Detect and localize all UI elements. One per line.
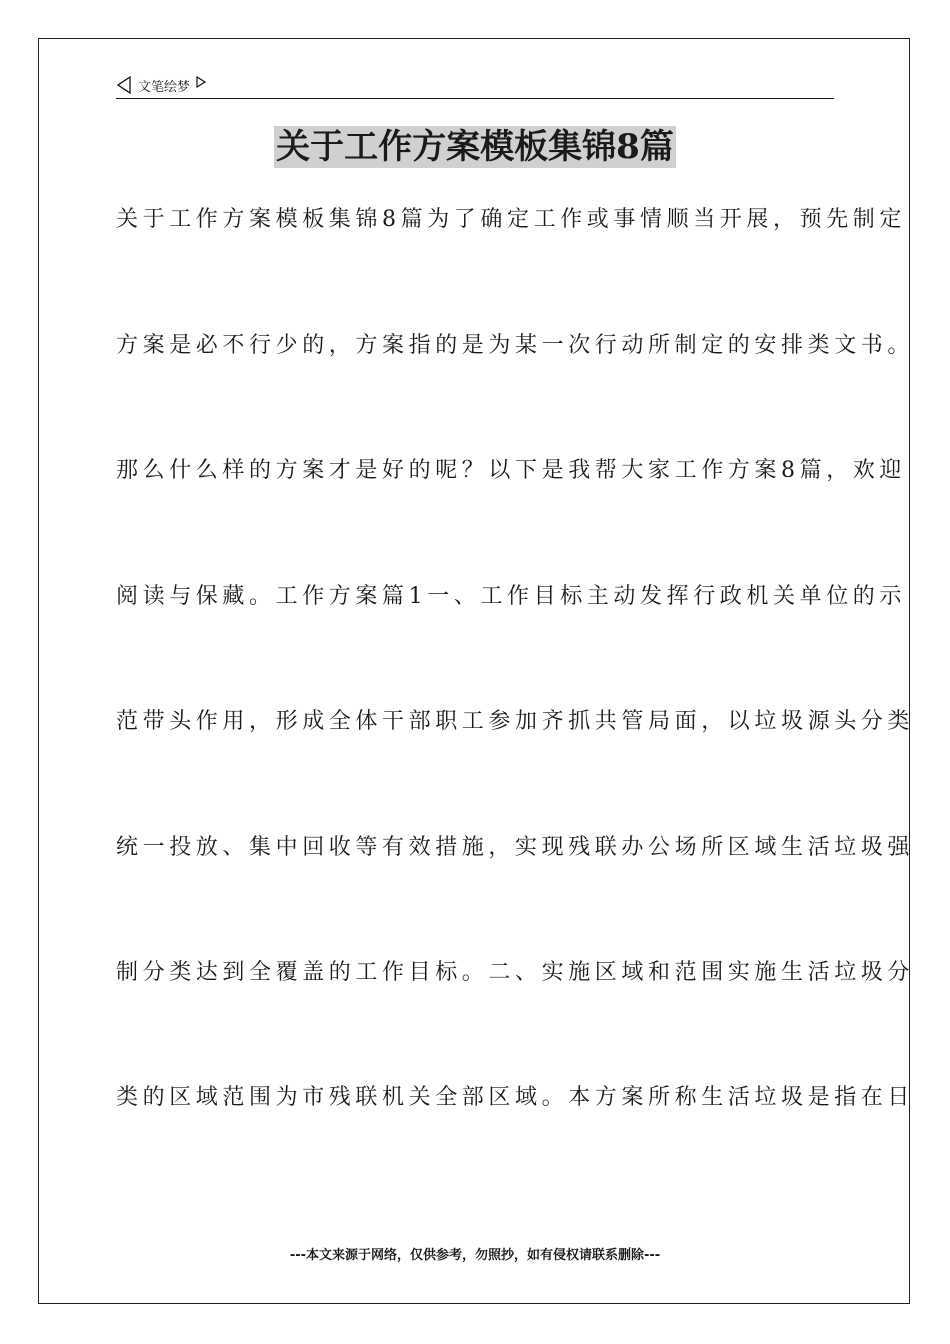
body-line: 那么什么样的方案才是好的呢？以下是我帮大家工作方案8篇，欢迎	[116, 458, 906, 483]
page-header	[116, 72, 834, 99]
title-wrap	[0, 126, 950, 168]
body-line: 方案是必不行少的，方案指的是为某一次行动所制定的安排类文书。	[116, 333, 915, 358]
footer-disclaimer: ---本文来源于网络，仅供参考，勿照抄，如有侵权请联系删除---	[289, 1248, 661, 1263]
triangle-left-icon	[116, 76, 132, 94]
body-line: 统一投放、集中回收等有效措施，实现残联办公场所区域生活垃圾强	[116, 835, 915, 860]
body-line: 制分类达到全覆盖的工作目标。二、实施区域和范围实施生活垃圾分	[116, 960, 915, 985]
header-label: 文笔绘梦	[138, 79, 191, 95]
body-line: 阅读与保藏。工作方案篇1一、工作目标主动发挥行政机关单位的示	[116, 584, 906, 609]
body-line: 范带头作用，形成全体干部职工参加齐抓共管局面，以垃圾源头分类	[116, 709, 915, 734]
body-line: 类的区域范围为市残联机关全部区域。本方案所称生活垃圾是指在日	[116, 1085, 915, 1110]
triangle-right-icon	[196, 76, 206, 88]
body-line: 关于工作方案模板集锦8篇为了确定工作或事情顺当开展，预先制定	[116, 207, 906, 232]
document-title: 关于工作方案模板集锦8篇	[276, 127, 674, 167]
